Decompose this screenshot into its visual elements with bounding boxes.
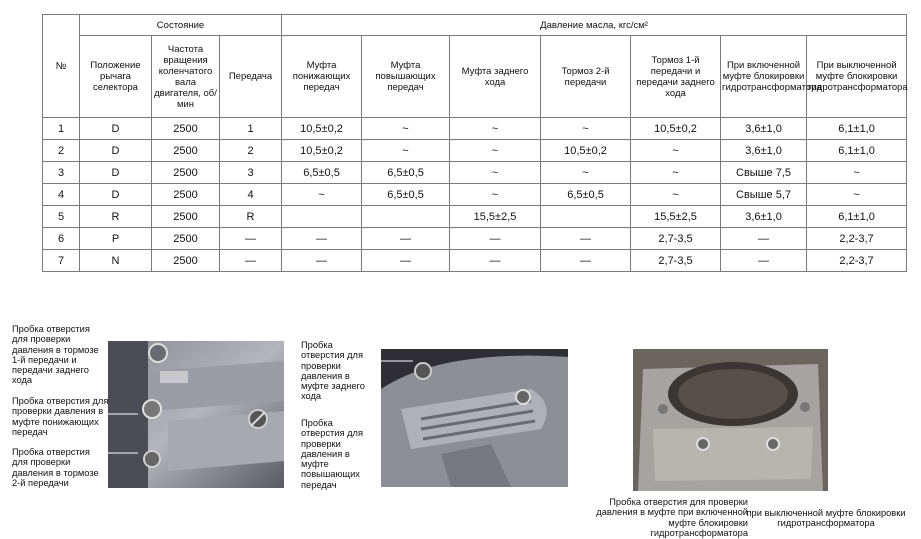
row-number-cell: 1 (43, 118, 80, 140)
table-cell: ~ (631, 140, 721, 162)
table-cell: D (80, 140, 152, 162)
caption-second-brake-plug: Пробка отверстия для проверки давления в тормозе 2-й передачи (12, 447, 99, 488)
table-cell: D (80, 184, 152, 206)
table-cell: 4 (220, 184, 282, 206)
table-cell: 3,6±1,0 (721, 206, 807, 228)
header-upshift-clutch: Муфта повышающих передач (362, 36, 450, 118)
table-cell (362, 206, 450, 228)
header-lockup-off: При выключенной муфте блокировки гидротрансформатора (807, 36, 907, 118)
table-cell: 6,5±0,5 (282, 162, 362, 184)
table-cell: R (220, 206, 282, 228)
table-cell: — (450, 250, 541, 272)
table-cell: 2500 (152, 118, 220, 140)
table-cell: D (80, 118, 152, 140)
table-cell: 2 (220, 140, 282, 162)
table-row (43, 162, 907, 184)
table-cell: ~ (807, 162, 907, 184)
table-cell: ~ (631, 162, 721, 184)
table-cell: 6,5±0,5 (362, 162, 450, 184)
table-cell: 6,1±1,0 (807, 140, 907, 162)
table-cell: 10,5±0,2 (282, 140, 362, 162)
table-cell: — (282, 250, 362, 272)
table-row (43, 250, 907, 272)
table-cell: ~ (362, 140, 450, 162)
table-cell: — (450, 228, 541, 250)
table-cell: 2,7-3,5 (631, 228, 721, 250)
table-row (43, 206, 907, 228)
table-cell: 3,6±1,0 (721, 118, 807, 140)
table-cell: — (721, 250, 807, 272)
header-lockup-on: При включенной муфте блокировки гидротрансформатора (721, 36, 807, 118)
table-cell: ~ (541, 118, 631, 140)
table-cell: Свыше 5,7 (721, 184, 807, 206)
table-cell: Свыше 7,5 (721, 162, 807, 184)
table-cell: 1 (220, 118, 282, 140)
transmission-photo-right (633, 349, 828, 491)
table-cell: ~ (807, 184, 907, 206)
table-body (43, 118, 907, 272)
table-cell: — (362, 228, 450, 250)
table-row (43, 184, 907, 206)
table-cell: ~ (450, 140, 541, 162)
header-number: № (43, 15, 80, 118)
table-cell: — (220, 250, 282, 272)
table-row (43, 140, 907, 162)
header-downshift-clutch: Муфта понижающих передач (282, 36, 362, 118)
table-cell: — (282, 228, 362, 250)
row-number-cell: 5 (43, 206, 80, 228)
table-cell: 2,7-3,5 (631, 250, 721, 272)
table-cell (282, 206, 362, 228)
row-number-cell: 3 (43, 162, 80, 184)
table-cell: R (80, 206, 152, 228)
row-number-cell: 6 (43, 228, 80, 250)
table-cell: 10,5±0,2 (631, 118, 721, 140)
oil-pressure-table (42, 14, 907, 272)
header-second-brake: Тормоз 2-й передачи (541, 36, 631, 118)
table-cell: 6,5±0,5 (362, 184, 450, 206)
table-cell (541, 206, 631, 228)
table-cell: — (220, 228, 282, 250)
table-cell: 3 (220, 162, 282, 184)
table-cell: — (362, 250, 450, 272)
table-cell: 10,5±0,2 (282, 118, 362, 140)
header-first-reverse-brake: Тормоз 1-й передачи и передачи заднего хода (631, 36, 721, 118)
header-engine-rpm: Частота вращения коленчатого вала двигателя, об/мин (152, 36, 220, 118)
table-cell: ~ (282, 184, 362, 206)
table-cell: P (80, 228, 152, 250)
table-cell: 6,1±1,0 (807, 118, 907, 140)
header-gear: Передача (220, 36, 282, 118)
table-row (43, 118, 907, 140)
transmission-photo-middle (381, 349, 568, 487)
table-cell: — (541, 228, 631, 250)
caption-first-reverse-brake-plug: Пробка отверстия для проверки давления в тормозе 1-й передачи и передачи заднего хода (12, 324, 99, 386)
row-number-cell: 7 (43, 250, 80, 272)
table-cell: 2500 (152, 206, 220, 228)
table-cell: — (541, 250, 631, 272)
table-cell: N (80, 250, 152, 272)
table-cell: ~ (450, 118, 541, 140)
header-group-pressure: Давление масла, кгс/см² (282, 15, 907, 36)
table-cell: ~ (541, 162, 631, 184)
table-cell: 2500 (152, 184, 220, 206)
table-cell: — (721, 228, 807, 250)
table-cell: D (80, 162, 152, 184)
table-cell: ~ (450, 162, 541, 184)
caption-reverse-clutch-plug: Пробка отверстия для проверки давления в муфте заднего хода (301, 340, 365, 402)
table-row (43, 228, 907, 250)
table-cell: 2500 (152, 140, 220, 162)
table-cell: ~ (362, 118, 450, 140)
row-number-cell: 2 (43, 140, 80, 162)
table-cell: 3,6±1,0 (721, 140, 807, 162)
table-cell: 6,5±0,5 (541, 184, 631, 206)
transmission-photo-left (108, 341, 284, 488)
caption-upshift-clutch-plug: Пробка отверстия для проверки давления в муфте повышающих передач (301, 418, 364, 490)
table-cell: 2500 (152, 162, 220, 184)
table-cell: 2500 (152, 250, 220, 272)
table-cell: 2,2-3,7 (807, 250, 907, 272)
header-group-state: Состояние (80, 15, 282, 36)
table-cell: ~ (450, 184, 541, 206)
table-cell: ~ (631, 184, 721, 206)
table-cell: 2500 (152, 228, 220, 250)
table-cell: 2,2-3,7 (807, 228, 907, 250)
table-cell: 10,5±0,2 (541, 140, 631, 162)
caption-lockup-off-plug: при выключенной муфте блокировки гидротрансформатора (746, 508, 906, 529)
header-selector-position: Положение рычага селектора (80, 36, 152, 118)
caption-lockup-on-plug: Пробка отверстия для проверки давления в муфте при включенной муфте блокировки гидротрансформатора (596, 497, 748, 538)
table-cell: 15,5±2,5 (631, 206, 721, 228)
table-cell: 15,5±2,5 (450, 206, 541, 228)
table-cell: 6,1±1,0 (807, 206, 907, 228)
caption-downshift-clutch-plug: Пробка отверстия для проверки давления в муфте понижающих передач (12, 396, 109, 437)
header-reverse-clutch: Муфта заднего хода (450, 36, 541, 118)
row-number-cell: 4 (43, 184, 80, 206)
